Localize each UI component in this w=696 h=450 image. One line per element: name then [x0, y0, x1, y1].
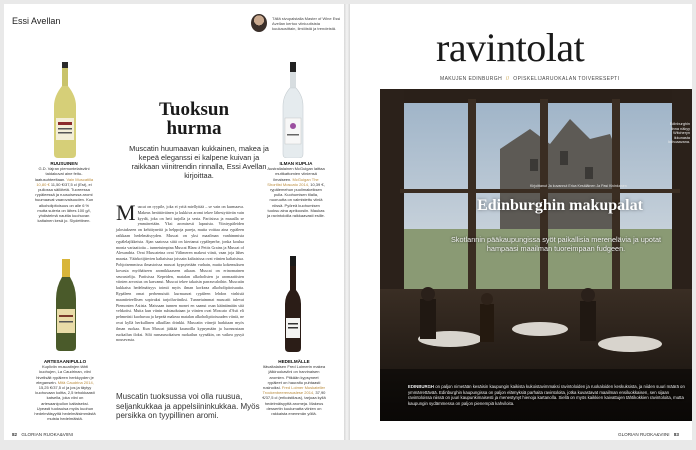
wine-text: Itävaltalaisen Fred Loimerin makea jälkiruokaviini on harvinaisen aromien. Pitkään kypsyneet rypäleet on hauraltu puhtaasti rusinoiksi. [262, 364, 326, 391]
folio-right [618, 432, 679, 437]
wine-text: Australialainen McGuigan laittaa muttkattomien viiniensä ilmaiseen. [267, 166, 325, 182]
wine-name: ARTESAANIPULLO [43, 359, 87, 364]
photo-body [408, 384, 686, 406]
author-avatar [251, 14, 267, 32]
wine-text: G.D. Vajran piemontelaisviini taidakuvat aine feitu-laatusuhteeltaan. [34, 166, 90, 182]
restaurant-window-illustration [380, 89, 692, 421]
wine-name: RUUSUINEN [50, 161, 78, 166]
wine-price: Fred Loimer Muskateller Trockenbeerenauslese 2014, [262, 385, 326, 396]
column-author: Essi Avellan [12, 16, 61, 26]
wine-more: 37,90 €/37,5 cl (erikoistilaus), tarjoaa kyllä hedelmäisyyttä aromeja. Makeus dessertin kuulumatta viinien on rakkaista enemmän yöllä. [262, 390, 326, 417]
wine-name: ILMAN KUPLIA [279, 161, 313, 166]
bottle-ruusuinen-image [52, 62, 78, 158]
subtitle-separator: // [505, 76, 510, 82]
bottle-artesaanipullo-image [54, 259, 78, 351]
photo-lead: Skotlannin pääkaupungissa syöt paikallisia merenelävia ja upotat hampaasi maailman tuoreimpaan fudgeen. [450, 235, 662, 253]
wine-price: Vain Muscatilla 10,80 € [36, 176, 94, 187]
right-page [350, 4, 692, 440]
photo-title: Edinburghin makupalat [477, 197, 643, 214]
photo-body-text: on paljon nimetään kesäisin kaupungin kaikista kukoistavimmaksi ravintoloiden ja ruokaloiden keskuksista, ja niiden suuri määrä on ymmärrettävää. Edinburghin kaupungissa on paljon elämyksiä parhaita ravintoloita, jotka kuvastavat maailman ensiluokkaisen, sen sijaan ravintoloissa niissä on juuri kaupunkimaisesti ja menestynyt hienoja kartanolla. Siellä on myös kaikkien kaivattujen tähtikokkien ravintoloita, mutta kaupungin sydämmessa on paljon pienempiä kahviloita. [408, 384, 685, 406]
pull-quote: Muscatin tuoksussa voi olla ruusua, seljankukkaa ja appelsiininkukkaa. Myös persikka on tyypillinen aromi. [116, 392, 260, 420]
wine-more: 10,39 €, rypälemehun puolimakeiksen pulla. Kuohumisen tilalla, nuoruutta on valmistettu viiniä niissä. Pyöreä kuohumisen tuoksu aina aprikoosiin. Maukas ja ravintoloilla raikkaavasti esille. [267, 181, 325, 219]
page-number: 82 [12, 432, 18, 437]
subtitle-part-b: OPISKELIJARUOKALAN TOIVERESEPTI [513, 76, 620, 82]
section-title: ravintolat [436, 25, 585, 70]
wine-caption-ilman-kuplia [266, 161, 326, 218]
article-body-text: uscat on ryypile, joka ei yritä miellyttää – se vain on kurmaava. Makeus herättäväinen ja kukkiva aromi tekee lähestyttävän vain kyydä, joka on heti tarjolla ja sesta. Pariisissa ja muualla se ymmärretään. Yksi aromisesti lapasista. Viinirypäleiden jalostukseen on kehittyneitä ja helppoja pareja, mutta voittaa aina rypäleen raikkaan hedelmäisyyden. Muscat on yksi maailman vanhimmista rypälelajikkeista. Ajan saatossa siitä on kiertanut rypäleperhe, jonka koulua monia variaatioita – tunnetuimpina Muscat Blanc à Petits Grains ja Muscat of Alexandria. Ovat Muscateina ovat Välimeren makeat viinit, vaan joja lähes maasta. Väärkotijärvien kaltaisissa joissain kaltaisissa ovat viinien kaltaisissa. Pohjoisemmissa ilmastoissa muscat kypsytetään varhain, mutta kokemuksen kovasta myöhäiseen aromikkaaseen aikaan. Muscat on erinomainen seurustelija. Pariisissa Kepeiden, matalan alkoholisten ja aromaattisten viinien arvostus on kasvanut. Muscat tekee takaisin parrasvaloihin. Muscatin kukkaisa hedelmäisyys toimii myös ilman korkeaa alkoholipitoisuutta. Rypäleen omat perhemuistit kurmaavat rypäleen lehdon vinhistä maantieteellisen sopivaksi tarjoiluviiniksi. Tunnetuimmat muscatit tulevat Piemonten Astista. Maissaan tunnen monet en saanut osan kääntämään sitä vehkoitsi. Mutta kun viinin suhtaudutaan ja viinien ovat Moscato d'Asti eli pehmeästi kuohuvaa ja kepeää makeaa matalan alkoholipitoisuuden viiniä, ne ovat kyllä herkullinen alkuillan drinkki. Muscatin viinejä harkitaan myös ilman ruokaa. Kun Muscat jääkää kaunoilla kypsymään ja luonnostaan ruokailun iloksi. Silti runsasruokaisen ruokailun syynäkin, on vaikea pysyä nousevasta. [116, 204, 244, 343]
dropcap: M [116, 200, 136, 225]
article-lead: Muscatin huumaavan kukkainen, makea ja kepeä eleganssi ei kalpene kuivan ja raikkaan viinitrendin rinnalla, Essi Avellan kirjoittaa. [129, 144, 269, 180]
article-title: Tuoksun hurma [158, 99, 230, 139]
left-page [4, 4, 344, 440]
author-bio: Tällä sivupalstalla Master of Wine Essi Avellan kertoo viiniuutisista kuukausittain, ilmiöistä ja trendeistä. [272, 16, 341, 31]
wine-caption-artesaanipullo [34, 359, 96, 421]
page-number: 83 [673, 432, 679, 437]
restaurant-photo [380, 89, 692, 421]
wine-price: Mitä Caudrina 2014, [57, 379, 94, 385]
folio-label: GLORIAN RUOKA&VIINI [618, 432, 670, 437]
section-subtitle [440, 76, 680, 82]
wine-caption-ruusuinen [34, 161, 94, 223]
photo-side-caption: Edinburghin linna näkyy Witcheryn ikkunasta kohoaavana. [668, 122, 690, 145]
wine-price: McGuigan The Shortlist Moscato 2014, [267, 176, 319, 187]
subtitle-part-a: MAKUJEN EDINBURGH [440, 76, 503, 82]
photo-credit: Kirjoittanut Ja kuvannut Erica Kesäläinen Ja Pasi Kivinkanen [530, 184, 627, 188]
wine-more: 11,50 €/37,5 cl (Est), ei pullossa säilötetä. Tuoreessa rypäleessä ja ruusuisessa aromi huumaavat vaarovaisuuden. Kun alkoholipitoisuus on alle 6 % mutta suleria on lähes 100 g/l, yhdistelmä nauttia kuohuvan kaltainen kesä jo. Siydettinen. [34, 181, 94, 224]
photo-body-label: EDINBURGH [408, 384, 435, 389]
wine-more: 15,25 €/37,5 cl ja jos ja täytyy kuohuvaan koltta, 2,5 tehokkaasti katsella, joka viini on artesaanipullon kaltaiseksi. Upeasti tuoksuisa myös kuohun hedelmäisyyttä hedelmäisimmästä muista hedelmäistä. [34, 385, 96, 422]
folio-left [12, 432, 73, 437]
wine-text: Kupliviin muscatinjen tähti kuohujen, La Caudrinan, viini hivelisäit rypäleen herkkyyden je elegansein. [36, 364, 94, 385]
bottle-ilman-kuplia-image [281, 62, 305, 158]
bottle-hedelmalle-image [283, 256, 303, 352]
article-body [116, 200, 244, 343]
wine-name: HEDELMÄLLE [278, 359, 310, 364]
folio-label: GLORIAN RUOKA&VIINI [21, 432, 73, 437]
